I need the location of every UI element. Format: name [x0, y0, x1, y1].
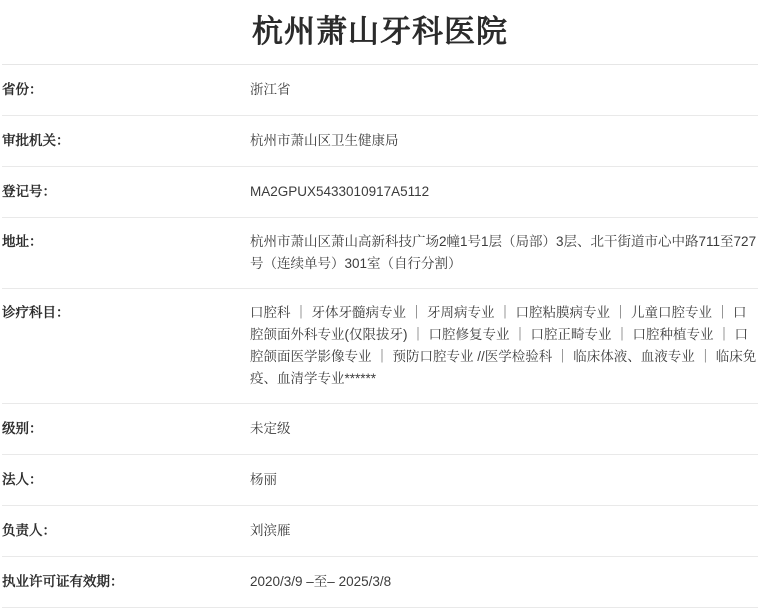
table-row: [2, 455, 758, 506]
table-row: [2, 506, 758, 557]
row-value: 杭州市萧山区萧山高新科技广场2幢1号1层（局部）3层、北干街道市心中路711至727号（连续单号）301室（自行分割）: [250, 234, 757, 271]
row-label: 执业许可证有效期：: [2, 574, 124, 589]
clinic-info-table: [2, 65, 758, 608]
table-row: [2, 218, 758, 289]
row-label: 地址：: [2, 234, 43, 249]
table-row: [2, 289, 758, 404]
row-label: 级别：: [2, 421, 43, 436]
row-value: 浙江省: [250, 82, 291, 97]
row-value: 未定级: [250, 421, 291, 436]
row-value: 口腔科 ｜ 牙体牙髓病专业 ｜ 牙周病专业 ｜ 口腔粘膜病专业 ｜ 儿童口腔专业 ｜ 口腔颌面外科专业(仅限拔牙) ｜ 口腔修复专业 ｜ 口腔正畸专业 ｜ 口腔种植专业 ｜ 口腔颌面医学影像专业 ｜ 预防口腔专业 //医学检验科 ｜ 临床体液、血液专业 ｜ 临床免疫、血清学专业******: [250, 305, 757, 386]
row-value: 杨丽: [250, 472, 277, 487]
table-row: [2, 167, 758, 218]
row-value: 2020/3/9 –至– 2025/3/8: [250, 574, 392, 589]
row-label: 省份：: [2, 82, 43, 97]
table-row: [2, 404, 758, 455]
row-value: 杭州市萧山区卫生健康局: [250, 133, 399, 148]
table-row: [2, 65, 758, 116]
row-label: 负责人：: [2, 523, 56, 538]
row-value: 刘滨雁: [250, 523, 291, 538]
page-title: 杭州萧山牙科医院: [252, 14, 508, 49]
row-label: 诊疗科目：: [2, 305, 70, 320]
table-row: [2, 557, 758, 608]
row-label: 审批机关：: [2, 133, 70, 148]
row-value: MA2GPUX5433010917A5112: [250, 184, 430, 199]
row-label: 法人：: [2, 472, 43, 487]
table-row: [2, 116, 758, 167]
row-label: 登记号：: [2, 184, 56, 199]
